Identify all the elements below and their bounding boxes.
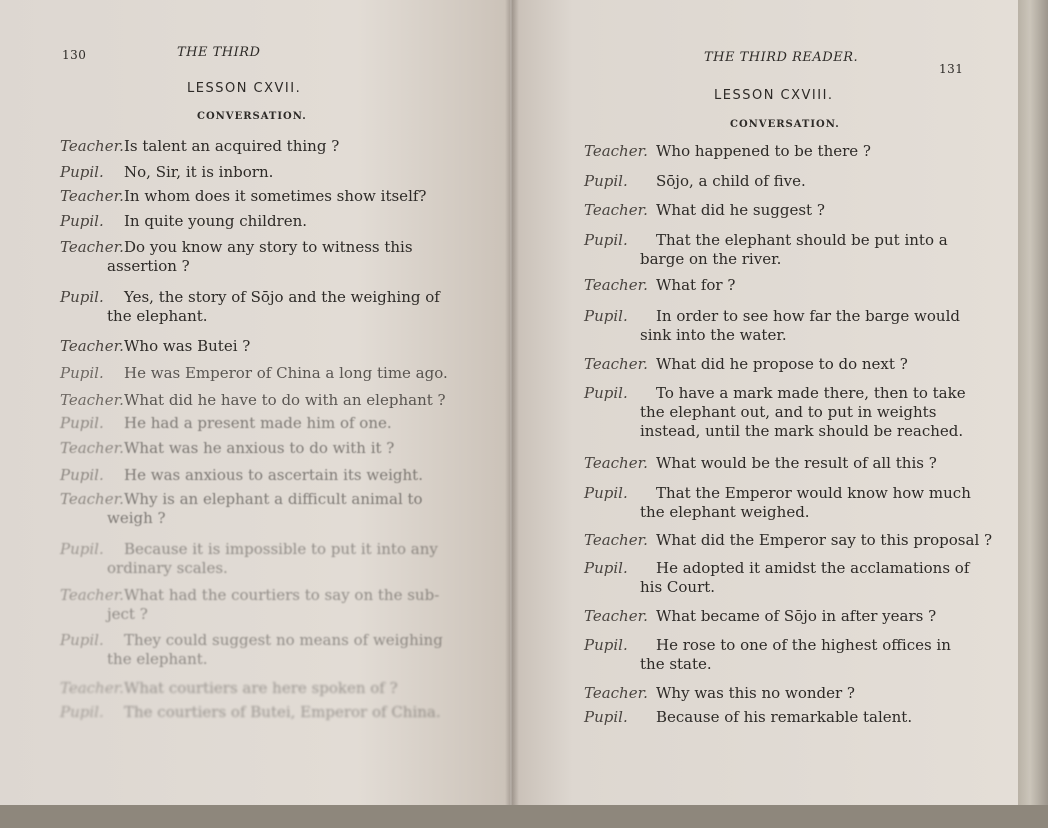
page-number: 131 [939,62,964,76]
dialogue-line [60,679,398,698]
dialogue-line [584,142,871,161]
line-text: What did he propose to do next ? [656,355,908,373]
left-page [0,0,510,805]
book-bottom-edge [0,805,1048,828]
dialogue-line [584,531,992,550]
line-text: He had a present made him of one. [124,414,392,432]
line-text: Is talent an acquired thing ? [124,137,340,155]
line-text: That the elephant should be put into a [656,231,948,249]
line-text: They could suggest no means of weighing [124,631,443,649]
speaker-label: Teacher. [584,454,648,472]
line-text: What had the courtiers to say on the sub- [124,586,440,604]
lesson-title: LESSON CXVIII. [714,88,834,103]
line-text: In order to see how far the barge would [656,307,960,325]
page-number: 130 [62,48,87,62]
speaker-label: Teacher. [584,684,648,702]
speaker-label: Teacher. [584,276,648,294]
lesson-subtitle: CONVERSATION. [730,119,840,130]
line-text: That the Emperor would know how much [656,484,971,502]
line-text: Sōjo, a child of five. [656,172,806,190]
line-continuation: the state. [640,655,712,673]
line-text: He adopted it amidst the acclamations of [656,559,970,577]
line-text: Why was this no wonder ? [656,684,855,702]
line-text: Why is an elephant a difficult animal to [124,490,423,508]
dialogue-line [60,137,339,156]
speaker-label: Teacher. [60,137,124,155]
dialogue-line [60,439,394,458]
right-page [512,0,1018,805]
line-text: Do you know any story to witness this [124,238,413,256]
line-text: What did he suggest ? [656,201,825,219]
speaker-label: Pupil. [60,540,104,558]
line-continuation: the elephant. [107,650,208,668]
line-text: He was anxious to ascertain its weight. [124,466,423,484]
speaker-label: Pupil. [584,231,628,249]
dialogue-line [60,703,441,722]
dialogue-line [584,276,735,295]
line-text: No, Sir, it is inborn. [124,163,274,181]
line-text: The courtiers of Butei, Emperor of China. [124,703,441,721]
line-text: Because of his remarkable talent. [656,708,913,726]
book-gutter [505,0,519,805]
line-continuation: assertion ? [107,257,190,275]
dialogue-line [60,364,448,383]
speaker-label: Teacher. [60,439,124,457]
dialogue-line [584,307,960,326]
speaker-label: Pupil. [60,703,104,721]
dialogue-line [584,454,937,473]
line-continuation: instead, until the mark should be reached. [640,422,964,440]
dialogue-line [60,288,440,307]
dialogue-line [60,414,392,433]
line-continuation: his Court. [640,578,716,596]
line-continuation: weigh ? [107,509,166,527]
speaker-label: Pupil. [60,414,104,432]
dialogue-line [60,163,273,182]
line-text: He rose to one of the highest offices in [656,636,951,654]
dialogue-line [60,631,443,650]
speaker-label: Teacher. [60,238,124,256]
dialogue-line [60,466,423,485]
speaker-label: Pupil. [60,163,104,181]
speaker-label: Teacher. [584,201,648,219]
dialogue-line [584,231,948,250]
dialogue-line [60,238,413,257]
dialogue-line [584,559,969,578]
speaker-label: Teacher. [584,142,648,160]
speaker-label: Pupil. [60,631,104,649]
dialogue-line [60,187,426,206]
speaker-label: Pupil. [584,708,628,726]
dialogue-line [584,708,912,727]
running-head: THE THIRD [177,45,261,60]
line-text: What was he anxious to do with it ? [124,439,395,457]
speaker-label: Pupil. [584,484,628,502]
running-head: THE THIRD READER. [704,50,859,65]
lesson-title: LESSON CXVII. [187,81,302,96]
speaker-label: Pupil. [60,466,104,484]
dialogue-line [60,212,307,231]
dialogue-line [584,636,951,655]
speaker-label: Pupil. [584,559,628,577]
line-text: Who was Butei ? [124,337,251,355]
line-text: In whom does it sometimes show itself? [124,187,427,205]
speaker-label: Teacher. [584,531,648,549]
line-text: In quite young children. [124,212,308,230]
line-text: Yes, the story of Sōjo and the weighing of [124,288,440,306]
speaker-label: Teacher. [584,355,648,373]
dialogue-line [60,391,446,410]
line-continuation: the elephant out, and to put in weights [640,403,937,421]
line-continuation: the elephant weighed. [640,503,810,521]
dialogue-line [60,490,423,509]
line-text: What did the Emperor say to this proposal ? [656,531,993,549]
speaker-label: Teacher. [60,679,124,697]
speaker-label: Teacher. [60,490,124,508]
line-continuation: barge on the river. [640,250,782,268]
speaker-label: Teacher. [60,586,124,604]
line-text: What for ? [656,276,736,294]
dialogue-line [584,607,936,626]
line-continuation: ject ? [107,605,148,623]
speaker-label: Pupil. [60,364,104,382]
line-text: What became of Sōjo in after years ? [656,607,937,625]
line-text: Because it is impossible to put it into any [124,540,438,558]
line-text: What did he have to do with an elephant ? [124,391,446,409]
line-continuation: the elephant. [107,307,208,325]
speaker-label: Teacher. [60,337,124,355]
speaker-label: Teacher. [60,391,124,409]
dialogue-line [60,540,438,559]
dialogue-line [584,484,971,503]
dialogue-line [584,172,806,191]
speaker-label: Pupil. [60,288,104,306]
dialogue-line [60,586,439,605]
speaker-label: Pupil. [584,636,628,654]
dialogue-line [584,355,908,374]
dialogue-line [60,337,250,356]
dialogue-line [584,684,855,703]
line-text: He was Emperor of China a long time ago. [124,364,448,382]
line-text: What courtiers are here spoken of ? [124,679,398,697]
speaker-label: Pupil. [584,307,628,325]
page-edges [1018,0,1048,828]
speaker-label: Teacher. [584,607,648,625]
dialogue-line [584,201,825,220]
line-text: What would be the result of all this ? [656,454,937,472]
line-text: To have a mark made there, then to take [656,384,966,402]
line-text: Who happened to be there ? [656,142,871,160]
line-continuation: ordinary scales. [107,559,228,577]
speaker-label: Pupil. [584,172,628,190]
dialogue-line [584,384,966,403]
speaker-label: Teacher. [60,187,124,205]
speaker-label: Pupil. [584,384,628,402]
speaker-label: Pupil. [60,212,104,230]
lesson-subtitle: CONVERSATION. [197,111,307,122]
line-continuation: sink into the water. [640,326,787,344]
